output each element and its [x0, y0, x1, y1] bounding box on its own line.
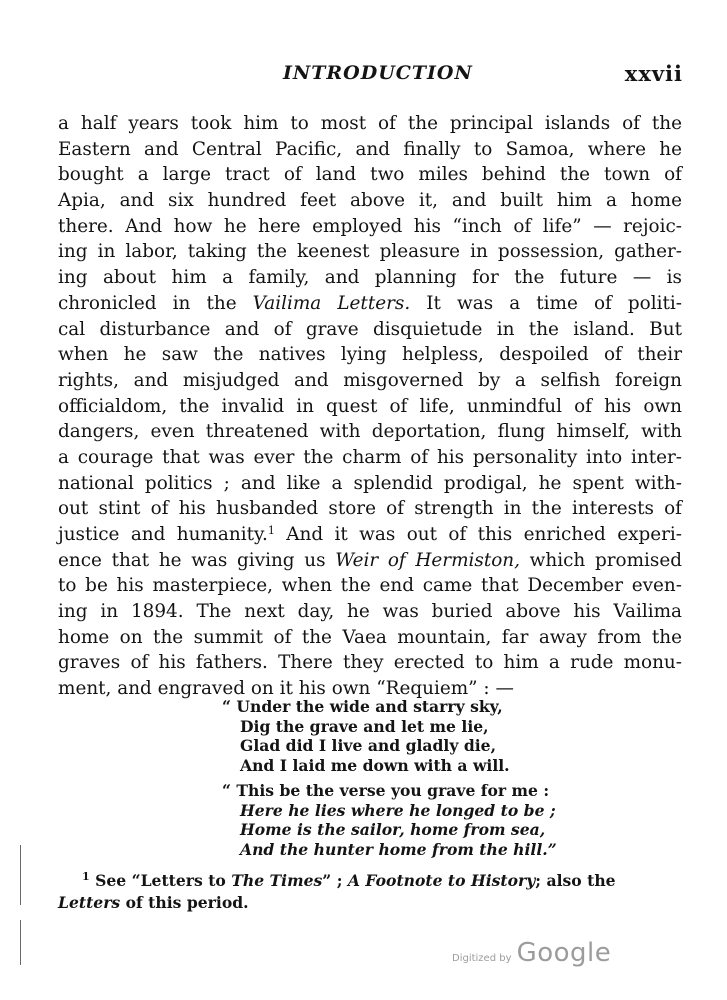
book-title: Weir of Hermiston, [335, 549, 520, 571]
footnote-title-letters: Letters [58, 893, 121, 912]
text-line: officialdom, the invalid in quest of life, unmindful of his own [58, 395, 682, 417]
text-line: ment, and engraved on it his own “Requiem” : — [58, 678, 514, 700]
footnote [58, 870, 682, 914]
text-line: cal disturbance and of grave disquietude in the island. But [58, 318, 682, 340]
text-line [58, 548, 682, 574]
poem-line: “ Under the wide and starry sky, [222, 697, 503, 716]
page-number: xxvii [624, 61, 683, 86]
poem-stanza-2 [222, 781, 622, 859]
poem-line: Home is the sailor, home from sea, [240, 820, 546, 839]
footnote-text: of this period. [120, 893, 249, 912]
footnote-marker: 1 [82, 870, 90, 883]
text-line [58, 522, 682, 548]
text-line: ing in labor, taking the keenest pleasure in possession, gather- [58, 241, 682, 263]
text-segment: It was a time of politi- [410, 292, 682, 314]
scan-margin-mark [20, 920, 21, 965]
footnote-title-times: The Times [231, 871, 323, 890]
text-line: when he saw the natives lying helpless, despoiled of their [58, 344, 682, 366]
text-segment: which promised [520, 549, 682, 571]
poem-stanza-1 [222, 697, 622, 775]
text-line: a half years took him to most of the principal islands of the [58, 113, 682, 134]
digitized-by-text: Digitized by [452, 953, 512, 964]
text-line: Eastern and Central Pacific, and finally to Samoa, where he [58, 138, 682, 160]
text-segment: ence that he was giving us [58, 549, 336, 571]
poem-line: “ This be the verse you grave for me : [222, 781, 550, 800]
poem-line: And I laid me down with a will. [240, 755, 510, 775]
footnote-text: See “Letters to [89, 871, 232, 890]
poem-line: Glad did I live and gladly die, [240, 736, 497, 755]
google-watermark [452, 938, 611, 968]
text-line: national politics ; and like a splendid prodigal, he spent with- [58, 472, 682, 494]
google-logo: Google [516, 938, 612, 968]
text-line: to be his masterpiece, when the end came that December even- [58, 575, 682, 597]
book-title: Vailima Letters. [252, 292, 411, 314]
text-segment: chronicled in the [58, 292, 253, 314]
chapter-title: INTRODUCTION [283, 62, 473, 84]
text-line: rights, and misjudged and misgoverned by a selfish foreign [58, 369, 682, 391]
text-line: Apia, and six hundred feet above it, and built him a home [58, 190, 682, 212]
footnote-title-history: A Footnote to History [347, 871, 536, 890]
footnote-text: ; also the [535, 871, 616, 890]
text-line: there. And how he here employed his “inch of life” — rejoic- [58, 215, 682, 237]
footnote-text: ” ; [322, 871, 348, 890]
poem-line: And the hunter home from the hill.” [240, 839, 557, 859]
text-line: ing about him a family, and planning for the future — is [58, 267, 682, 289]
poem-line: Dig the grave and let me lie, [240, 716, 489, 736]
text-line: home on the summit of the Vaea mountain, far away from the [58, 626, 682, 648]
text-line: out stint of his husbanded store of strength in the interests of [58, 498, 682, 520]
text-line: graves of his fathers. There they erected to him a rude monu- [58, 652, 682, 674]
poem-line: Here he lies where he longed to be ; [240, 800, 556, 820]
text-segment: And it was out of this enriched experi- [274, 524, 682, 545]
text-line: a courage that was ever the charm of his personality into inter- [58, 446, 682, 468]
text-line: bought a large tract of land two miles behind the town of [58, 164, 682, 186]
body-paragraph [58, 111, 682, 702]
text-line [58, 291, 682, 317]
text-segment: justice and humanity. [58, 524, 268, 545]
text-line: dangers, even threatened with deportation, flung himself, with [58, 421, 682, 443]
scan-margin-mark [20, 845, 21, 905]
text-line: ing in 1894. The next day, he was buried above his Vailima [58, 601, 682, 623]
footnote-reference: 1 [267, 524, 275, 537]
running-header [283, 62, 683, 92]
